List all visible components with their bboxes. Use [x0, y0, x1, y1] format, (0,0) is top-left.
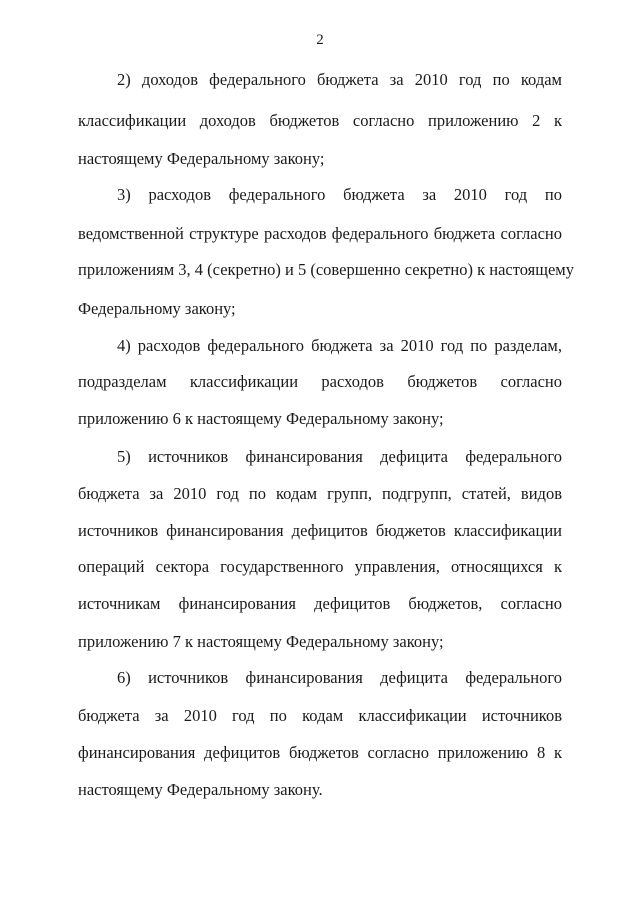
- paragraph-3-line-3: приложениям 3, 4 (секретно) и 5 (совершенно секретно) к настоящему: [78, 260, 574, 279]
- paragraph-3-line-4: Федеральному закону;: [78, 299, 236, 318]
- paragraph-6-line-1: 6) источников финансирования дефицита федерального: [117, 668, 562, 687]
- paragraph-2-line-2: классификации доходов бюджетов согласно приложению 2 к: [78, 111, 562, 130]
- paragraph-5-line-1: 5) источников финансирования дефицита федерального: [117, 447, 562, 466]
- paragraph-4-line-3: приложению 6 к настоящему Федеральному закону;: [78, 409, 444, 428]
- paragraph-2-line-1: 2) доходов федерального бюджета за 2010 год по кодам: [117, 70, 562, 89]
- paragraph-6-line-4: настоящему Федеральному закону.: [78, 780, 323, 799]
- paragraph-3-line-1: 3) расходов федерального бюджета за 2010 год по: [117, 185, 562, 204]
- page-number: 2: [316, 32, 324, 48]
- paragraph-5-line-4: операций сектора государственного управления, относящихся к: [78, 557, 562, 576]
- paragraph-5-line-3: источников финансирования дефицитов бюджетов классификации: [78, 521, 562, 540]
- paragraph-3-line-2: ведомственной структуре расходов федерального бюджета согласно: [78, 224, 562, 243]
- paragraph-6-line-3: финансирования дефицитов бюджетов согласно приложению 8 к: [78, 743, 562, 762]
- paragraph-4-line-1: 4) расходов федерального бюджета за 2010 год по разделам,: [117, 336, 562, 355]
- paragraph-5-line-5: источникам финансирования дефицитов бюджетов, согласно: [78, 594, 562, 613]
- paragraph-5-line-6: приложению 7 к настоящему Федеральному закону;: [78, 632, 444, 651]
- paragraph-4-line-2: подразделам классификации расходов бюджетов согласно: [78, 372, 562, 391]
- paragraph-6-line-2: бюджета за 2010 год по кодам классификации источников: [78, 706, 562, 725]
- paragraph-2-line-3: настоящему Федеральному закону;: [78, 149, 325, 168]
- paragraph-5-line-2: бюджета за 2010 год по кодам групп, подгрупп, статей, видов: [78, 484, 562, 503]
